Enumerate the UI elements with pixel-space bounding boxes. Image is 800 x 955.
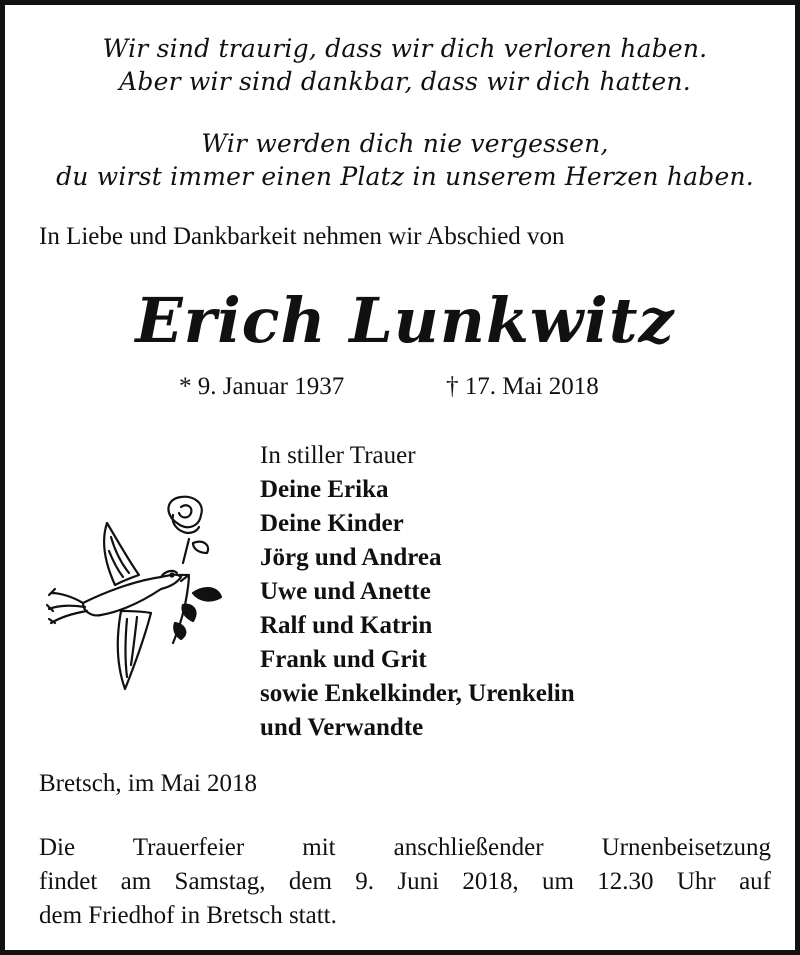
service-line: findet am Samstag, dem 9. Juni 2018, um 12.30 Uhr auf	[39, 868, 771, 895]
verse-line: Wir sind traurig, dass wir dich verloren haben.	[102, 34, 708, 63]
mourner-line: Jörg und Andrea	[260, 544, 442, 571]
place-date: Bretsch, im Mai 2018	[39, 770, 258, 797]
verse-line: Aber wir sind dankbar, dass wir dich hatten.	[119, 67, 691, 96]
intro-text: In Liebe und Dankbarkeit nehmen wir Abschied von	[39, 223, 565, 250]
mourners-heading: In stiller Trauer	[260, 442, 416, 469]
verse-line: du wirst immer einen Platz in unserem Herzen haben.	[56, 162, 754, 191]
dove-with-rose-icon	[43, 493, 225, 697]
mourners-list	[260, 439, 575, 745]
death-date: † 17. Mai 2018	[446, 373, 599, 400]
service-line: Die Trauerfeier mit anschließender Urnenbeisetzung	[39, 834, 771, 861]
verse-stanza-2	[5, 127, 800, 193]
funeral-service-info	[39, 831, 771, 933]
deceased-name: Erich Lunkwitz	[135, 284, 675, 357]
birth-date: * 9. Januar 1937	[179, 373, 345, 400]
mourner-line: Ralf und Katrin	[260, 612, 433, 639]
service-line: dem Friedhof in Bretsch statt.	[39, 902, 337, 929]
verse-stanza-1	[5, 32, 800, 98]
mourner-line: sowie Enkelkinder, Urenkelin	[260, 680, 575, 707]
mourner-line: Frank und Grit	[260, 646, 427, 673]
mourner-line: und Verwandte	[260, 714, 424, 741]
mourner-line: Uwe und Anette	[260, 578, 431, 605]
mourner-line: Deine Kinder	[260, 510, 404, 537]
mourner-line: Deine Erika	[260, 476, 389, 503]
verse-line: Wir werden dich nie vergessen,	[201, 129, 609, 158]
